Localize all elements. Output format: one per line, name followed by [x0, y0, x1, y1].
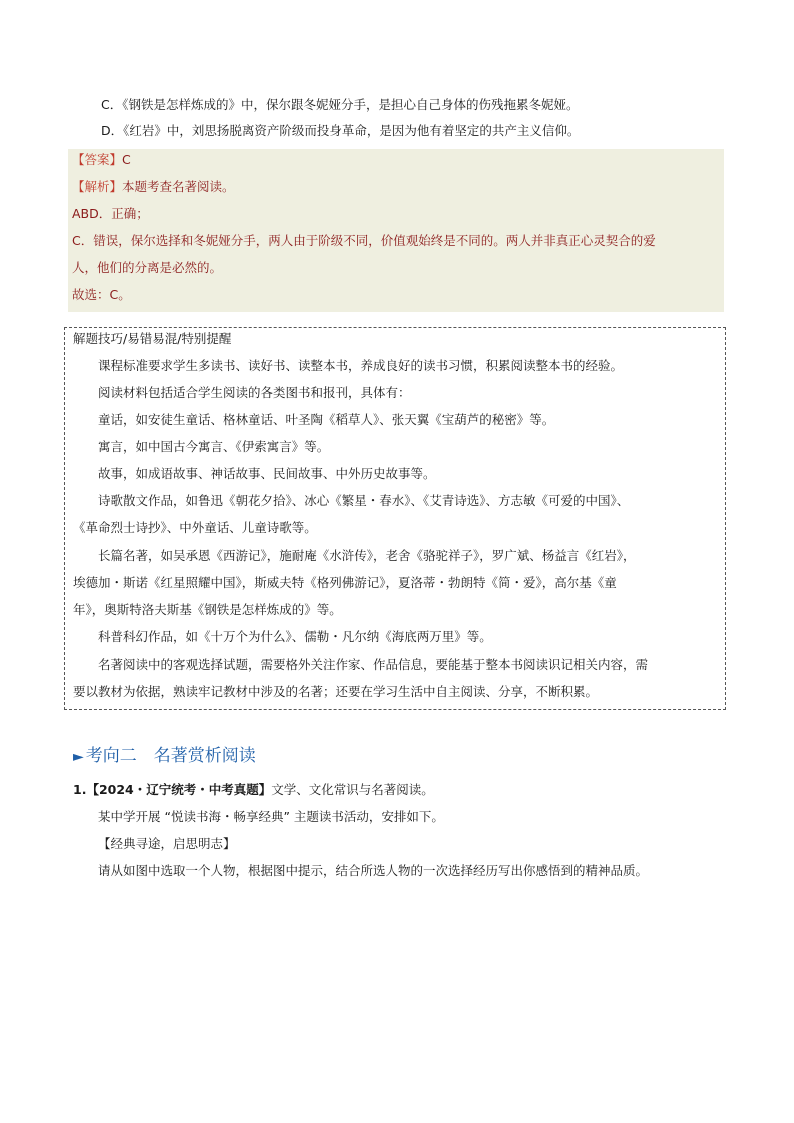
answer-value: C	[122, 152, 131, 167]
option-d: D．《红岩》中，刘思扬脱离资产阶级而投身革命，是因为他有着坚定的共产主义信仰。	[101, 123, 580, 138]
question-header	[73, 780, 434, 800]
tip-line: 年》，奥斯特洛夫斯基《钢铁是怎样炼成的》等。	[73, 602, 342, 617]
question-topic: 文学、文化常识与名著阅读。	[271, 782, 434, 797]
tip-line: 寓言，如中国古今寓言、《伊索寓言》等。	[98, 439, 330, 454]
question-source: 【2024・辽宁统考・中考真题】	[86, 782, 272, 797]
analysis-conclusion: 故选：C。	[72, 287, 131, 302]
tip-line: 《革命烈士诗抄》、中外童话、儿童诗歌等。	[73, 520, 317, 535]
tip-line: 长篇名著，如吴承恩《西游记》，施耐庵《水浒传》，老舍《骆驼祥子》，罗广斌、杨益言《红岩》，	[98, 548, 636, 563]
tip-line: 名著阅读中的客观选择试题，需要格外关注作家、作品信息，要能基于整本书阅读识记相关内容，需	[98, 657, 649, 672]
question-prompt: 请从如图中选取一个人物，根据图中提示，结合所选人物的一次选择经历写出你感悟到的精神品质。	[98, 863, 649, 878]
analysis-text: 本题考查名著阅读。	[122, 179, 235, 194]
tip-line: 诗歌散文作品，如鲁迅《朝花夕拾》、冰心《繁星・春水》、《艾青诗选》、方志敏《可爱的中国》、	[98, 493, 630, 508]
question-subheading: 【经典寻途，启思明志】	[98, 836, 236, 851]
tips-title: 解题技巧/易错易混/特别提醒	[73, 331, 232, 346]
analysis-tag: 【解析】	[72, 179, 123, 194]
triangle-marker-icon: ►	[73, 749, 84, 765]
section-heading	[73, 743, 256, 770]
tip-line: 课程标准要求学生多读书、读好书、读整本书，养成良好的读书习惯，积累阅读整本书的经验。	[98, 358, 624, 373]
option-c: C．《钢铁是怎样炼成的》中，保尔跟冬妮娅分手，是担心自己身体的伤残拖累冬妮娅。	[101, 97, 579, 112]
question-number: 1.	[73, 782, 87, 797]
tip-line: 要以教材为依据，熟读牢记教材中涉及的名著；还要在学习生活中自主阅读、分享，不断积累。	[73, 684, 599, 699]
tip-line: 阅读材料包括适合学生阅读的各类图书和报刊，具体有：	[98, 385, 411, 400]
analysis-line	[72, 177, 235, 197]
question-intro: 某中学开展 “悦读书海・畅享经典” 主题读书活动，安排如下。	[98, 809, 444, 824]
tip-line: 科普科幻作品，如《十万个为什么》、儒勒・凡尔纳《海底两万里》等。	[98, 629, 492, 644]
tip-line: 童话，如安徒生童话、格林童话、叶圣陶《稻草人》、张天翼《宝葫芦的秘密》等。	[98, 412, 555, 427]
analysis-c-line1: C．错误，保尔选择和冬妮娅分手，两人由于阶级不同，价值观始终是不同的。两人并非真正心灵契合的爱	[72, 233, 656, 248]
analysis-abd: ABD．正确；	[72, 206, 149, 221]
tip-line: 埃德加・斯诺《红星照耀中国》，斯威夫特《格列佛游记》，夏洛蒂・勃朗特《简・爱》，高尔基《童	[73, 575, 617, 590]
tip-line: 故事，如成语故事、神话故事、民间故事、中外历史故事等。	[98, 466, 436, 481]
analysis-c-line2: 人，他们的分离是必然的。	[72, 260, 223, 275]
answer-line	[72, 150, 131, 170]
section-title: 考向二 名著赏析阅读	[85, 746, 256, 766]
answer-tag: 【答案】	[72, 152, 123, 167]
